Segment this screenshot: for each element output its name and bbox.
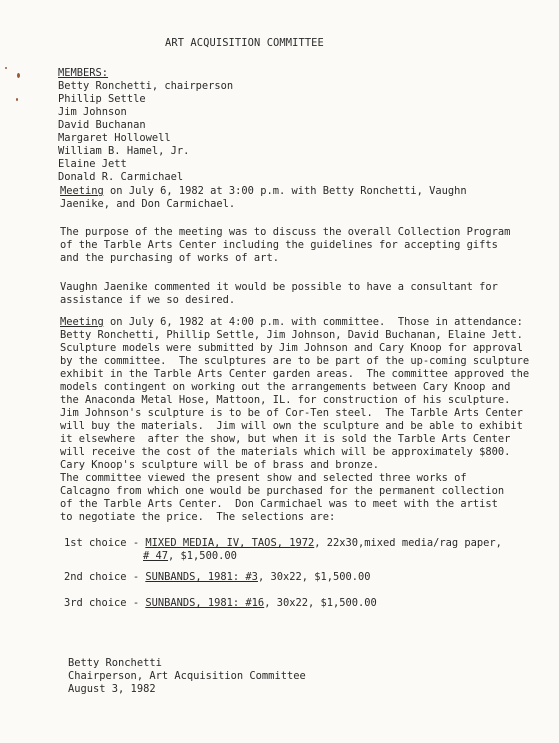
- paragraph-line: the Anaconda Metal Hose, Mattoon, IL. for construction of his sculpture.: [60, 394, 511, 406]
- meeting-text: on July 6, 1982 at 4:00 p.m. with committee. Those in attendance:: [103, 316, 523, 328]
- signature-block: [68, 657, 306, 696]
- meeting-1-paragraph: [60, 185, 550, 211]
- member-name: Donald R. Carmichael: [58, 171, 184, 183]
- paragraph-line: Vaughn Jaenike commented it would be possible to have a consultant for: [60, 281, 498, 293]
- artwork-details: , 30x22, $1,500.00: [264, 597, 377, 609]
- paper-stain: [5, 67, 7, 69]
- artwork-title: SUNBANDS, 1981: #16: [145, 597, 265, 609]
- member-name: Betty Ronchetti, chairperson: [58, 80, 234, 92]
- member-name: David Buchanan: [58, 119, 146, 131]
- artwork-title: MIXED MEDIA, IV, TAOS, 1972: [145, 537, 315, 549]
- paragraph-line: exhibit in the Tarble Arts Center garden areas. The committee approved the: [60, 368, 530, 380]
- document-title: ART ACQUISITION COMMITTEE: [165, 37, 324, 49]
- members-section: [58, 67, 233, 184]
- member-name: Elaine Jett: [58, 158, 127, 170]
- signer-name: Betty Ronchetti: [68, 657, 162, 669]
- purpose-paragraph: [60, 226, 550, 265]
- paragraph-line: The committee viewed the present show and selected three works of: [60, 472, 467, 484]
- meeting-label: Meeting: [60, 185, 104, 197]
- paragraph-line: of the Tarble Arts Center. Don Carmichael was to meet with the artist: [60, 498, 498, 510]
- paragraph-line: Cary Knoop's sculpture will be of brass and bronze.: [60, 459, 380, 471]
- meeting-text: Jaenike, and Don Carmichael.: [60, 198, 236, 210]
- artwork-price: , $1,500.00: [168, 550, 237, 562]
- paragraph-line: will receive the cost of the materials which will be approximately $800.: [60, 446, 511, 458]
- first-choice: [64, 537, 544, 563]
- meeting-text: on July 6, 1982 at 3:00 p.m. with Betty Ronchetti, Vaughn: [103, 185, 467, 197]
- member-name: Phillip Settle: [58, 93, 146, 105]
- paper-stain: [16, 98, 18, 101]
- selection-paragraph: [60, 472, 550, 524]
- paragraph-line: Calcagno from which one would be purchased for the permanent collection: [60, 485, 505, 497]
- paragraph-line: by the committee. The sculptures are to be part of the up-coming sculpture: [60, 355, 530, 367]
- paragraph-line: models contingent on working out the arrangements between Cary Knoop and: [60, 381, 511, 393]
- paragraph-line: to negotiate the price. The selections are:: [60, 511, 336, 523]
- member-name: William B. Hamel, Jr.: [58, 145, 190, 157]
- third-choice: [64, 597, 544, 610]
- signer-role: Chairperson, Art Acquisition Committee: [68, 670, 306, 682]
- member-name: Margaret Hollowell: [58, 132, 171, 144]
- artwork-details: , 30x22, $1,500.00: [257, 571, 371, 583]
- choice-label: 2nd choice -: [64, 571, 146, 583]
- second-choice: [64, 571, 544, 584]
- artwork-title: SUNBANDS, 1981: #3: [145, 571, 258, 583]
- paragraph-line: Sculpture models were submitted by Jim Johnson and Cary Knoop for approval: [60, 342, 523, 354]
- paragraph-line: Jim Johnson's sculpture is to be of Cor-Ten steel. The Tarble Arts Center: [60, 407, 523, 419]
- members-heading: MEMBERS:: [58, 67, 109, 79]
- paragraph-line: assistance if we so desired.: [60, 294, 236, 306]
- meeting-2-paragraph: [60, 316, 550, 472]
- paragraph-line: and the purchasing of works of art.: [60, 252, 279, 264]
- paragraph-line: it elsewhere after the show, but when it is sold the Tarble Arts Center: [60, 433, 511, 445]
- paper-stain: [17, 73, 20, 78]
- member-name: Jim Johnson: [58, 106, 127, 118]
- artwork-details: , 22x30,mixed media/rag paper,: [314, 537, 502, 549]
- meeting-label: Meeting: [60, 316, 104, 328]
- vaughn-paragraph: [60, 281, 550, 307]
- paragraph-line: The purpose of the meeting was to discuss the overall Collection Program: [60, 226, 511, 238]
- choice-label: 1st choice -: [64, 537, 146, 549]
- signature-date: August 3, 1982: [68, 683, 156, 695]
- paragraph-line: Betty Ronchetti, Phillip Settle, Jim Johnson, David Buchanan, Elaine Jett.: [60, 329, 523, 341]
- artwork-number: # 47: [143, 550, 169, 562]
- choice-label: 3rd choice -: [64, 597, 146, 609]
- paragraph-line: will buy the materials. Jim will own the sculpture and be able to exhibit: [60, 420, 523, 432]
- paragraph-line: of the Tarble Arts Center including the guidelines for accepting gifts: [60, 239, 498, 251]
